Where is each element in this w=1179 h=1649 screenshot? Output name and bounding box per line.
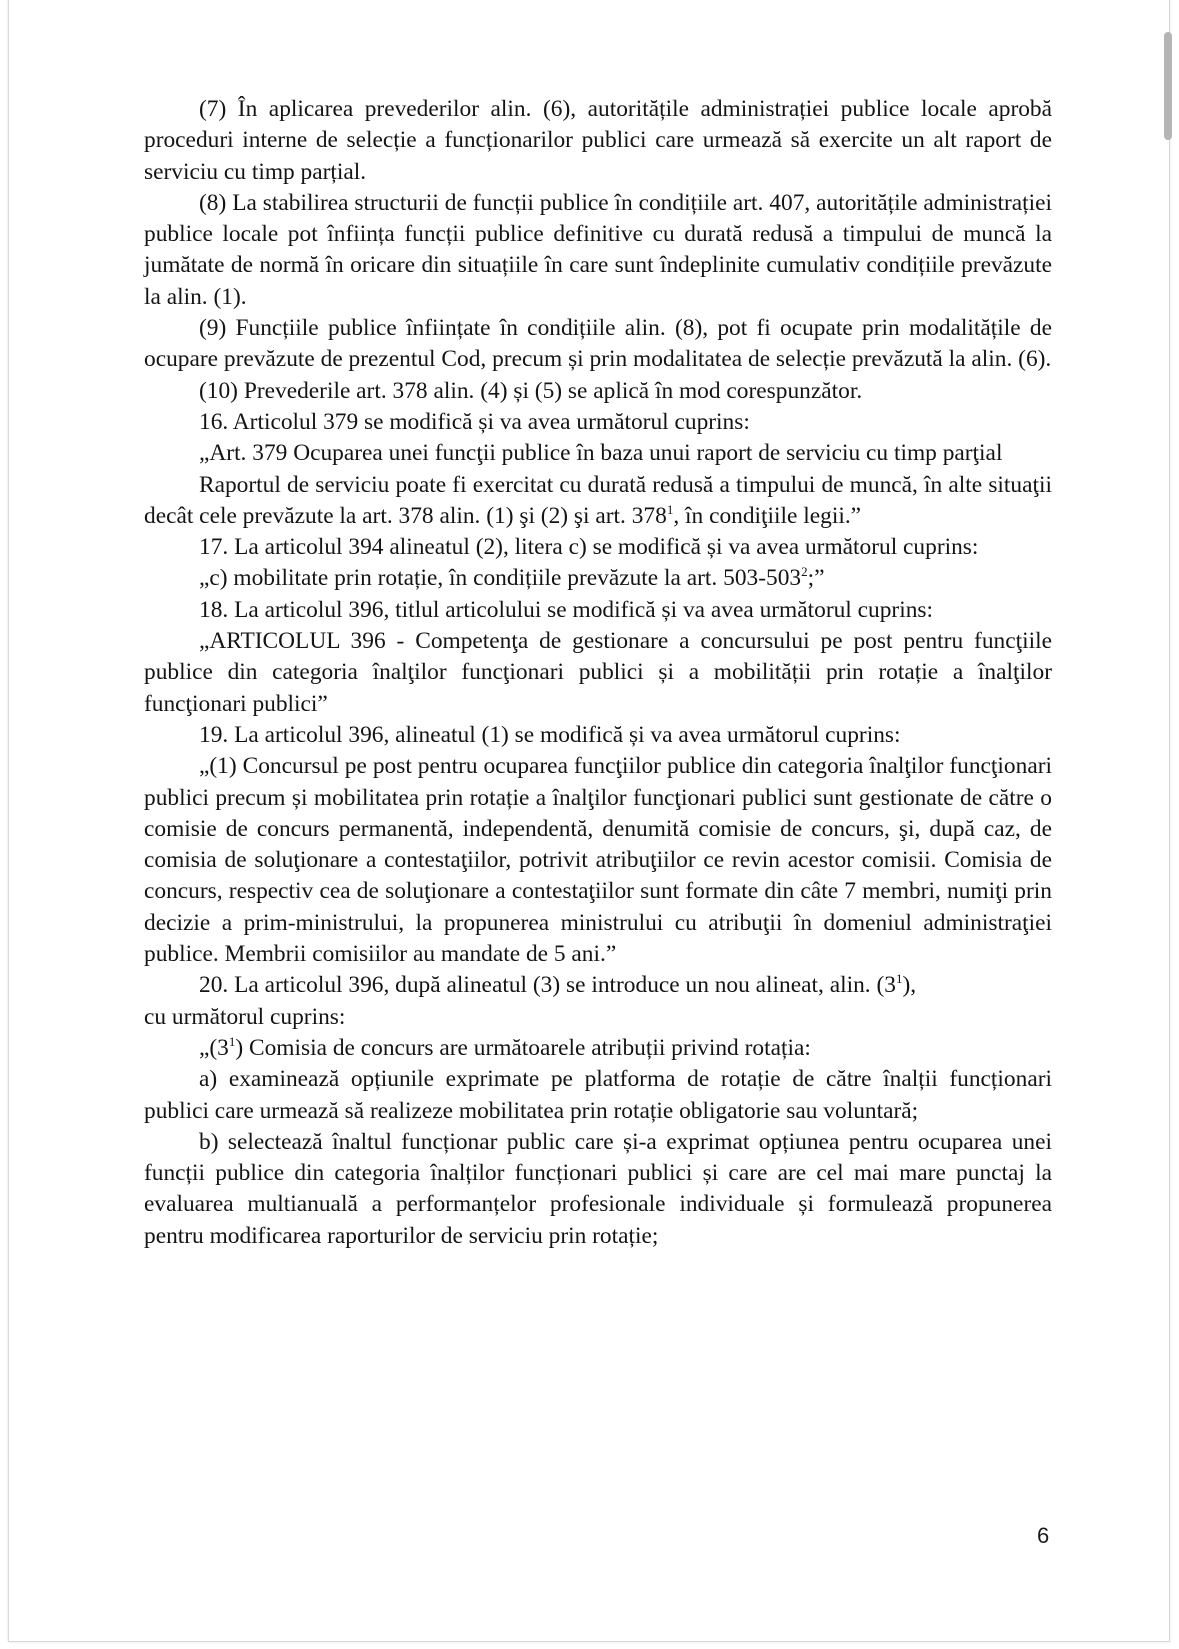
letter-c-text: „c) mobilitate prin rotație, în condițiile prevăzute la art. 503-503 bbox=[199, 565, 802, 592]
document-body bbox=[144, 94, 1052, 1252]
amendment-20-tail: ), bbox=[902, 972, 917, 999]
superscript: 2 bbox=[801, 564, 808, 580]
superscript: 1 bbox=[228, 1033, 236, 1049]
article-379-text: Raportul de serviciu poate fi exercitat cu durată redusă a timpului de muncă, în alte situaţii decât cele prevăzute la art. 378 alin. (1) şi (2) şi art. 378 bbox=[144, 471, 1052, 529]
letter-a: a) examinează opțiunile exprimate pe platforma de rotație de către înalții funcționari publici care urmează să realizeze mobilitatea prin rotație obligatorie sau voluntară; bbox=[144, 1066, 1052, 1124]
superscript: 1 bbox=[895, 971, 903, 987]
letter-b: b) selectează înaltul funcționar public care și-a exprimat opțiunea pentru ocuparea unei funcții publice din categoria înalților funcționari publici și care are cel mai mare punctaj la evaluarea multianuală a performanțelor profesionale individuale și formulează propunerea pentru modificarea raporturilor de serviciu prin rotație; bbox=[144, 1128, 1052, 1249]
amendment-20-text: 20. La articolul 396, după alineatul (3) se introduce un nou alineat, alin. (3 bbox=[199, 972, 896, 999]
paragraph-8: (8) La stabilirea structurii de funcții publice în condițiile art. 407, autoritățile administrației publice locale pot înființa funcții publice definitive cu durată redusă a timpului de muncă la jumătate de normă în oricare din situațiile în care sunt îndeplinite cumulativ condițiile prevăzute la alin. (1). bbox=[144, 189, 1052, 310]
letter-c-tail: ;” bbox=[807, 565, 825, 592]
article-379-body bbox=[144, 470, 1052, 533]
article-396-title: „ARTICOLUL 396 - Competenţa de gestionare a concursului pe post pentru funcţiile publice din categoria înalţilor funcţionari publici și a mobilității prin rotație a înalţilor funcţionari publici” bbox=[144, 628, 1052, 717]
amendment-18: 18. La articolul 396, titlul articolului se modifică și va avea următorul cuprins: bbox=[199, 596, 934, 623]
paragraph-10: (10) Prevederile art. 378 alin. (4) și (5) se aplică în mod corespunzător. bbox=[199, 377, 863, 404]
article-379-title: „Art. 379 Ocuparea unei funcţii publice în baza unui raport de serviciu cu timp parţial bbox=[199, 440, 1003, 467]
amendment-17: 17. La articolul 394 alineatul (2), litera c) se modifică și va avea următorul cuprins: bbox=[199, 534, 979, 561]
amendment-20-line2: cu următorul cuprins: bbox=[144, 1003, 346, 1030]
para-3-1-intro bbox=[144, 1033, 1052, 1064]
superscript: 1 bbox=[666, 501, 674, 517]
letter-c-mobility bbox=[144, 563, 1052, 594]
document-page bbox=[8, 0, 1170, 1642]
para-3-1-open: „(3 bbox=[199, 1034, 229, 1061]
amendment-16: 16. Articolul 379 se modifică și va avea următorul cuprins: bbox=[199, 408, 750, 435]
amendment-19: 19. La articolul 396, alineatul (1) se modifică și va avea următorul cuprins: bbox=[199, 721, 901, 748]
paragraph-9: (9) Funcțiile publice înființate în condițiile alin. (8), pot fi ocupate prin modalitățile de ocupare prevăzute de prezentul Cod, precum și prin modalitatea de selecție prevăzută la alin. (6). bbox=[144, 315, 1052, 373]
page-number: 6 bbox=[1037, 1523, 1050, 1548]
paragraph-7: (7) În aplicarea prevederilor alin. (6), autoritățile administrației publice locale aprobă proceduri interne de selecție a funcționarilor publici care urmează să exercite un alt raport de serviciu cu timp parțial. bbox=[144, 96, 1052, 185]
scrollbar-thumb[interactable] bbox=[1164, 32, 1172, 140]
para-3-1-text: ) Comisia de concurs are următoarele atribuții privind rotația: bbox=[235, 1034, 811, 1061]
article-379-tail: , în condiţiile legii.” bbox=[673, 502, 862, 529]
amendment-20 bbox=[144, 970, 1052, 1033]
article-396-para-1: „(1) Concursul pe post pentru ocuparea funcţiilor publice din categoria înalţilor funcţionari publici precum și mobilitatea prin rotație a înalţilor funcţionari publici sunt gestionate de către o comisie de concurs permanentă, independentă, denumită comisie de concurs, şi, după caz, de comisia de soluţionare a contestaţiilor, potrivit atribuţiilor ce revin acestor comisii. Comisia de concurs, respectiv cea de soluţionare a contestaţiilor sunt formate din câte 7 membri, numiţi prin decizie a prim-ministrului, la propunerea ministrului cu atribuţii în domeniul administraţiei publice. Membrii comisiilor au mandate de 5 ani.” bbox=[144, 753, 1052, 968]
